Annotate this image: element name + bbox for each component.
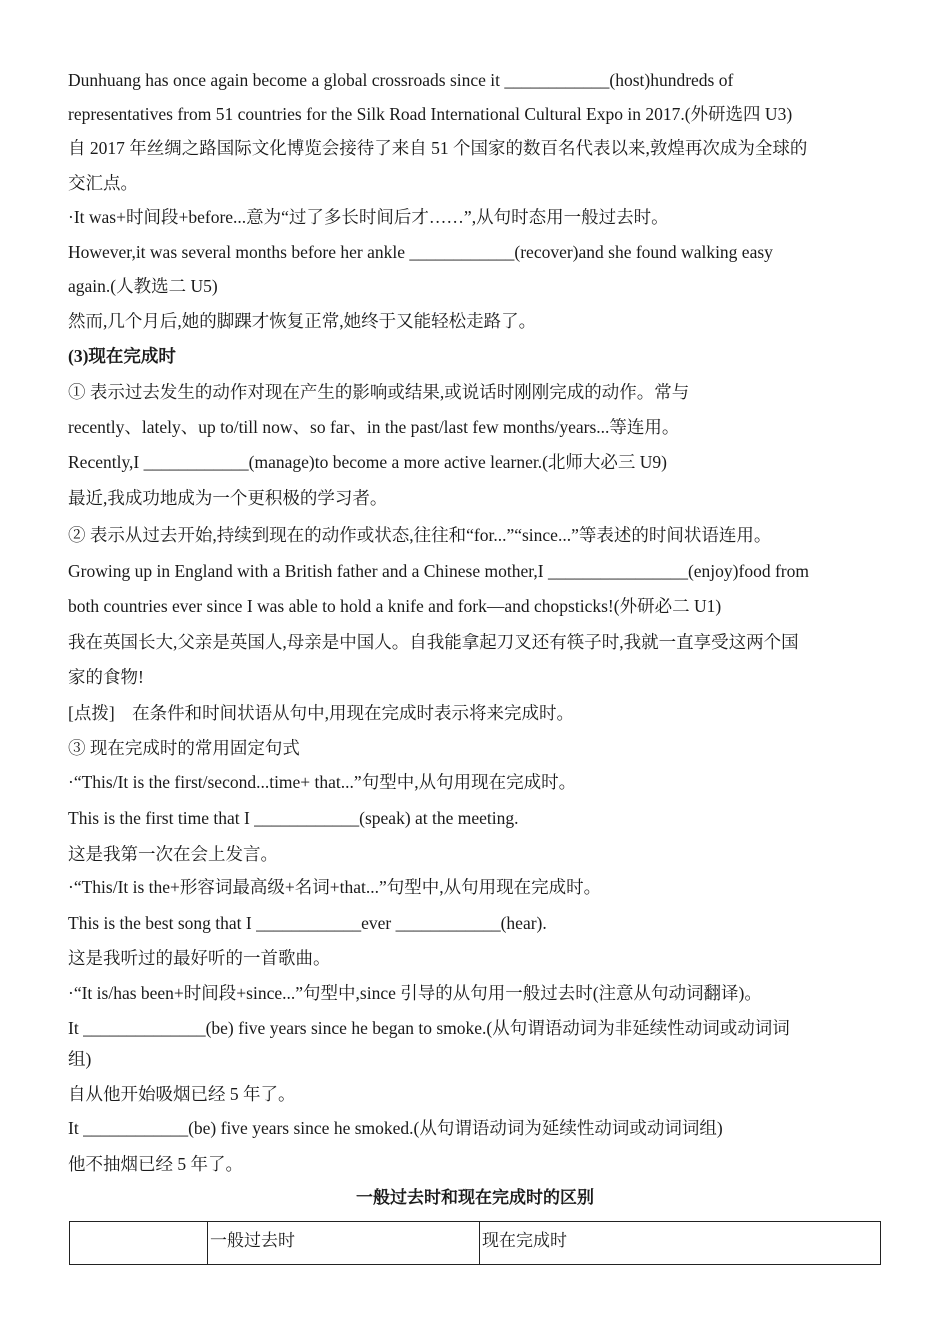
text-line: 这是我第一次在会上发言。 bbox=[68, 844, 278, 864]
text-line: both countries ever since I was able to hold a knife and fork—and chopsticks!(外研必二 U1) bbox=[68, 596, 722, 616]
table-header-cell: 一般过去时 bbox=[208, 1222, 480, 1265]
tip-note: [点拨] 在条件和时间状语从句中,用现在完成时表示将来完成时。 bbox=[68, 703, 575, 723]
text-line: It ______________(be) five years since he began to smoke.(从句谓语动词为非延续性动词或动词词 bbox=[68, 1018, 790, 1038]
text-line: ·“This/It is the first/second...time+ that...”句型中,从句用现在完成时。 bbox=[68, 772, 577, 792]
table-header-cell bbox=[70, 1222, 208, 1265]
table-header-cell: 现在完成时 bbox=[480, 1222, 881, 1265]
table-row bbox=[70, 1222, 881, 1265]
text-line: representatives from 51 countries for the Silk Road International Cultural Expo in 2017.(外研选四 U3) bbox=[68, 104, 793, 124]
comparison-table bbox=[69, 1221, 881, 1265]
text-line: Dunhuang has once again become a global crossroads since it ____________(host)hundreds of bbox=[68, 70, 734, 90]
text-line: 家的食物! bbox=[68, 667, 144, 687]
table-title: 一般过去时和现在完成时的区别 bbox=[356, 1188, 594, 1208]
text-line: However,it was several months before her ankle ____________(recover)and she found walking easy bbox=[68, 242, 773, 262]
text-line: ③ 现在完成时的常用固定句式 bbox=[68, 738, 300, 758]
text-line: ② 表示从过去开始,持续到现在的动作或状态,往往和“for...”“since...”等表述的时间状语连用。 bbox=[68, 525, 772, 545]
text-line: Growing up in England with a British father and a Chinese mother,I ________________(enjoy)food from bbox=[68, 561, 809, 581]
text-line: recently、lately、up to/till now、so far、in the past/last few months/years...等连用。 bbox=[68, 417, 680, 437]
text-line: again.(人教选二 U5) bbox=[68, 276, 218, 296]
text-line: ·It was+时间段+before...意为“过了多长时间后才……”,从句时态用一般过去时。 bbox=[68, 207, 669, 227]
text-line: Recently,I ____________(manage)to become a more active learner.(北师大必三 U9) bbox=[68, 452, 668, 472]
text-line: ·“It is/has been+时间段+since...”句型中,since 引导的从句用一般过去时(注意从句动词翻译)。 bbox=[68, 983, 762, 1003]
text-line: 然而,几个月后,她的脚踝才恢复正常,她终于又能轻松走路了。 bbox=[68, 311, 537, 331]
section-heading: (3)现在完成时 bbox=[68, 346, 176, 366]
text-line: This is the best song that I ____________ever ____________(hear). bbox=[68, 913, 547, 933]
text-line: 交汇点。 bbox=[68, 173, 138, 193]
text-line: 我在英国长大,父亲是英国人,母亲是中国人。自我能拿起刀叉还有筷子时,我就一直享受这两个国 bbox=[68, 632, 799, 652]
text-line: 组) bbox=[68, 1049, 92, 1069]
text-line: It ____________(be) five years since he smoked.(从句谓语动词为延续性动词或动词词组) bbox=[68, 1118, 723, 1138]
text-line: 自从他开始吸烟已经 5 年了。 bbox=[68, 1084, 296, 1104]
text-line: ① 表示过去发生的动作对现在产生的影响或结果,或说话时刚刚完成的动作。常与 bbox=[68, 382, 690, 402]
text-line: ·“This/It is the+形容词最高级+名词+that...”句型中,从句用现在完成时。 bbox=[68, 877, 602, 897]
text-line: 最近,我成功地成为一个更积极的学习者。 bbox=[68, 488, 388, 508]
text-line: 这是我听过的最好听的一首歌曲。 bbox=[68, 948, 331, 968]
text-line: 自 2017 年丝绸之路国际文化博览会接待了来自 51 个国家的数百名代表以来,敦煌再次成为全球的 bbox=[68, 138, 808, 158]
text-line: 他不抽烟已经 5 年了。 bbox=[68, 1154, 243, 1174]
text-line: This is the first time that I ____________(speak) at the meeting. bbox=[68, 808, 519, 828]
